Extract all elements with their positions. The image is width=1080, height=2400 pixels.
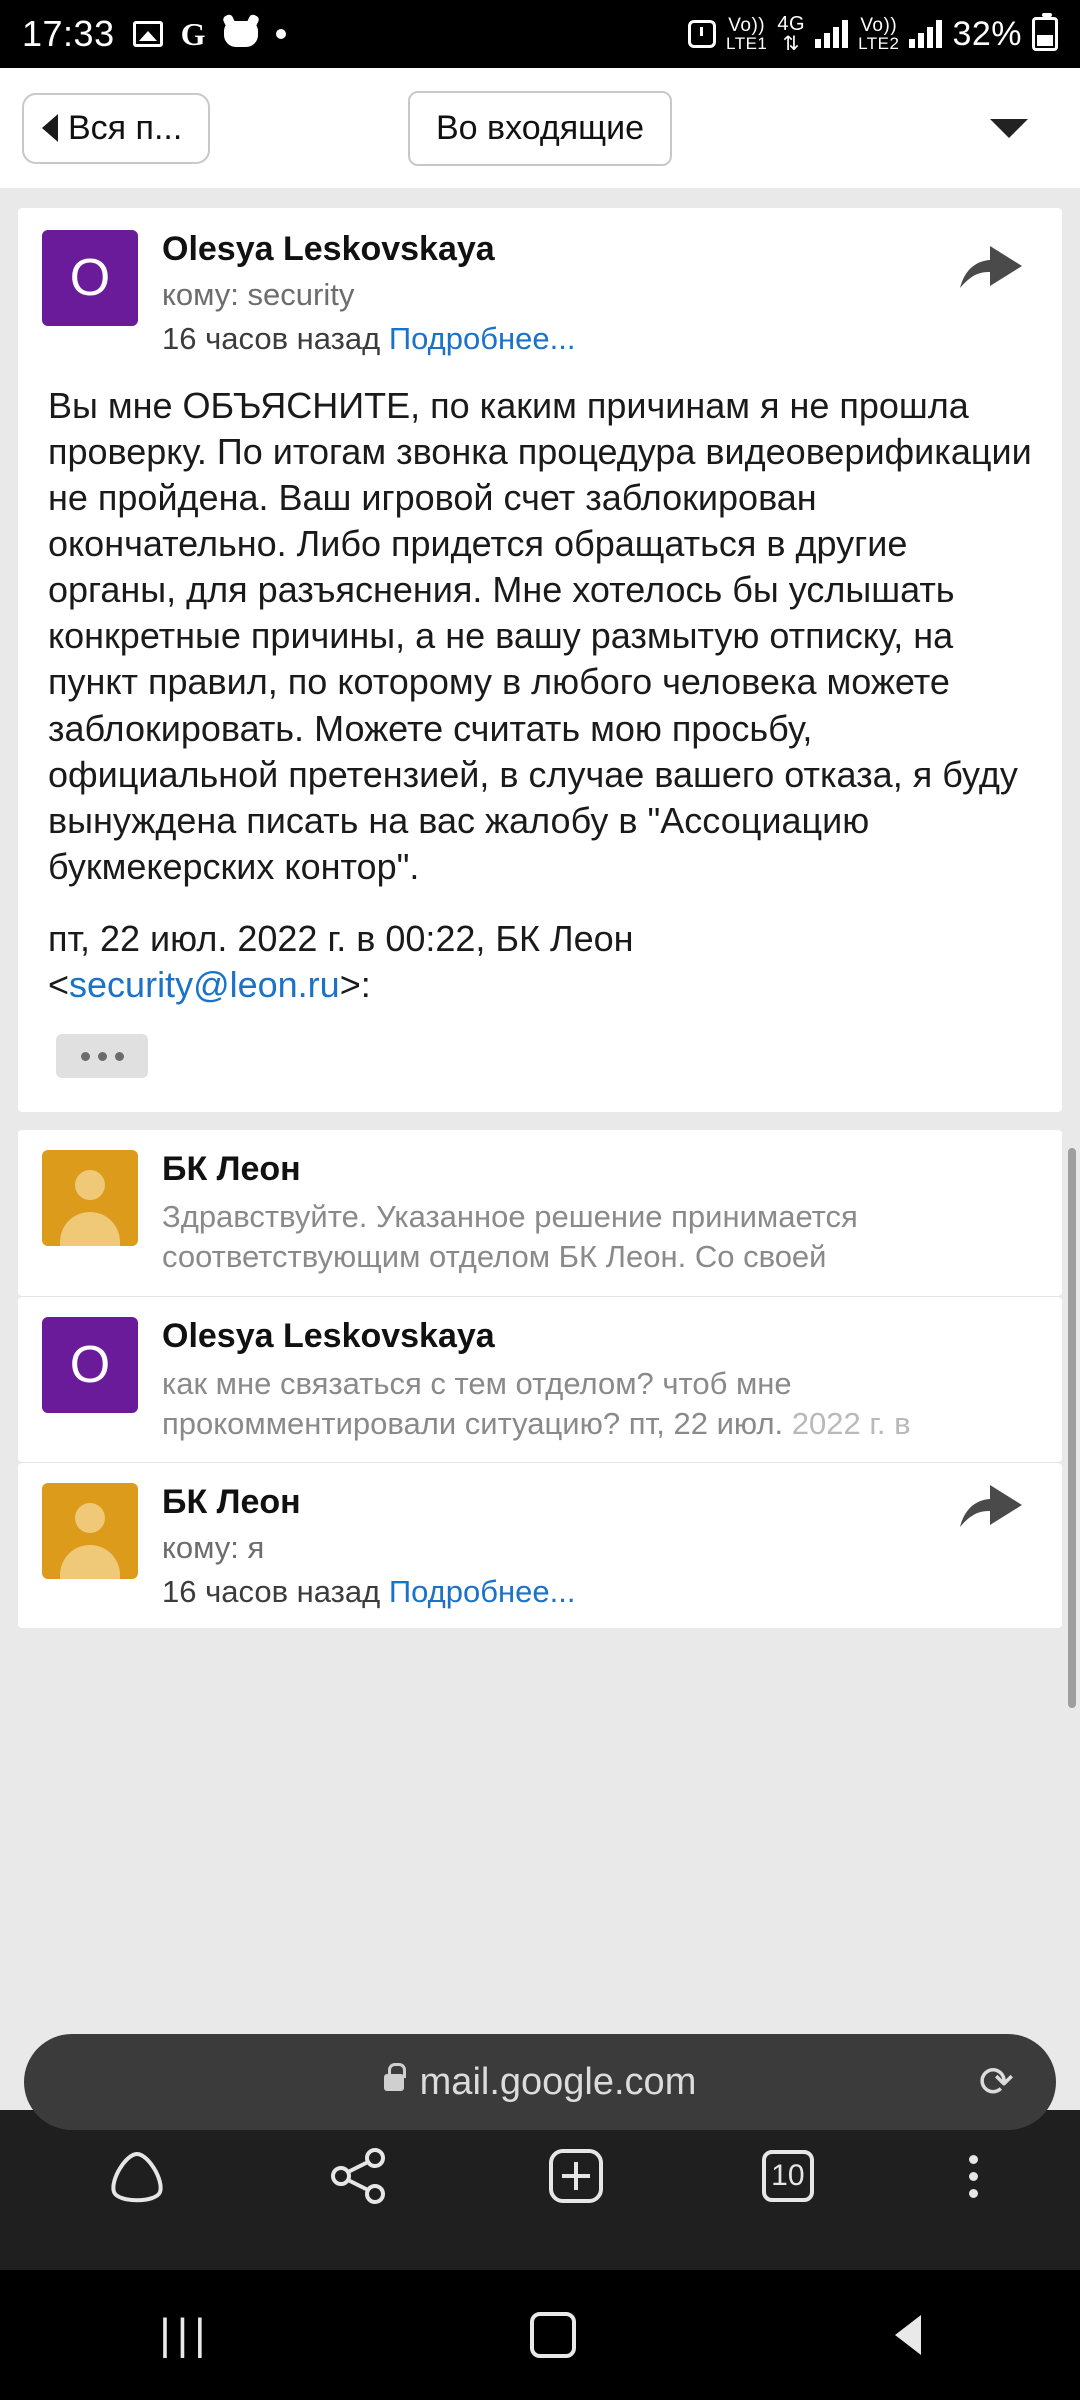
move-to-inbox-button[interactable]: Во входящие <box>408 91 672 166</box>
battery-percent: 32% <box>952 14 1022 53</box>
message-body: Вы мне ОБЪЯСНИТЕ, по каким причинам я не прошла проверку. По итогам звонка процедура видеоверификации не пройдена. Ваш игровой счет заблокирован окончательно. Либо придется обращаться в другие органы, для разъяснения. Мне хотелось бы услышать конкретные причины, а не вашу размытую отписку, на пункт правил, по которому в любого человека можете заблокировать. Можете считать мою просьбу, официальной претензией, в случае вашего отказа, я буду вынуждена писать на вас жалобу в "Ассоциацию букмекерских контор". <box>48 385 1032 887</box>
message-collapsed[interactable] <box>18 1130 1062 1296</box>
back-button-nav[interactable] <box>895 2315 921 2355</box>
quoted-email-link[interactable]: security@leon.ru <box>69 963 340 1005</box>
browser-actions <box>0 2146 1080 2206</box>
snippet-line-1: Здравствуйте. Указанное решение принимается <box>162 1199 858 1235</box>
status-notification-icons <box>133 16 286 53</box>
back-button-label: Вся п... <box>68 108 183 147</box>
message-collapsed[interactable] <box>18 1296 1062 1463</box>
avatar: O <box>42 230 138 326</box>
network-type-icon: 4G ⇅ <box>777 13 806 55</box>
status-time: 17:33 <box>22 13 115 54</box>
snippet-line-1: как мне связаться с тем отделом? чтоб мне <box>162 1365 792 1401</box>
share-icon[interactable] <box>327 2146 391 2206</box>
signal-bars-2-icon <box>909 20 942 48</box>
sender-name: Olesya Leskovskaya <box>162 1316 495 1355</box>
url-text: mail.google.com <box>419 2060 697 2103</box>
message-snippet <box>162 1364 911 1445</box>
chevron-down-icon[interactable] <box>990 119 1028 138</box>
avatar <box>42 1150 138 1246</box>
recipient-line: кому: security <box>162 277 355 312</box>
game-controller-icon <box>224 21 258 47</box>
status-system-icons <box>688 14 1058 54</box>
back-button[interactable] <box>22 93 210 164</box>
scrollbar[interactable] <box>1068 1148 1076 1708</box>
system-nav-bar <box>0 2270 1080 2400</box>
volte2-icon: Vo)) LTE2 <box>858 15 900 53</box>
avatar <box>42 1483 138 1579</box>
battery-icon <box>1032 17 1058 51</box>
tabs-icon[interactable] <box>762 2150 814 2202</box>
chevron-left-icon <box>42 114 58 142</box>
quoted-header <box>18 890 1062 1008</box>
email-thread[interactable] <box>0 188 1080 2110</box>
details-link[interactable]: Подробнее... <box>388 321 576 356</box>
message-collapsed[interactable] <box>18 1462 1062 1628</box>
snippet-line-2: прокомментировали ситуацию? пт, 22 июл. <box>162 1405 792 1441</box>
tab-count: 10 <box>771 2159 805 2192</box>
alarm-icon <box>688 20 716 48</box>
google-icon: G <box>180 15 206 52</box>
quoted-email-open: < <box>48 963 70 1005</box>
reply-icon[interactable] <box>956 1477 1026 1533</box>
app-bar <box>0 68 1080 188</box>
sender-name: БК Леон <box>162 1150 301 1189</box>
quoted-email-close: >: <box>339 963 371 1005</box>
lock-icon <box>384 2074 404 2091</box>
dot-icon <box>276 29 286 39</box>
home-icon[interactable] <box>102 2146 172 2206</box>
image-icon <box>133 21 163 47</box>
avatar: O <box>42 1317 138 1413</box>
menu-icon[interactable] <box>969 2155 978 2198</box>
sender-name: Olesya Leskovskaya <box>162 230 495 268</box>
volte1-icon: Vo)) LTE1 <box>726 15 768 53</box>
details-link[interactable]: Подробнее... <box>388 1574 576 1610</box>
sender-name: БК Леон <box>162 1483 301 1522</box>
message-header <box>18 208 1062 357</box>
url-bar[interactable] <box>24 2034 1056 2130</box>
snippet-line-fade: 2022 г. в <box>791 1405 911 1441</box>
message-expanded[interactable] <box>18 208 1062 1112</box>
recipient-line: кому: я <box>162 1530 265 1566</box>
message-snippet <box>162 1197 858 1278</box>
show-trimmed-content-button[interactable] <box>56 1034 148 1078</box>
timestamp: 16 часов назад <box>162 321 381 356</box>
reload-icon[interactable]: ⟳ <box>978 2058 1014 2105</box>
quoted-date: пт, 22 июл. 2022 г. в 00:22, БК Леон <box>48 917 634 959</box>
timestamp: 16 часов назад <box>162 1574 381 1610</box>
new-tab-icon[interactable] <box>546 2146 606 2206</box>
status-bar <box>0 0 1080 68</box>
snippet-line-2: соответствующим отделом БК Леон. Со своей <box>162 1239 827 1275</box>
reply-icon[interactable] <box>956 238 1026 294</box>
home-button[interactable] <box>530 2312 576 2358</box>
signal-bars-1-icon <box>815 20 848 48</box>
recents-button[interactable]: ||| <box>159 2310 212 2359</box>
browser-bottom-bar <box>0 2058 1080 2270</box>
